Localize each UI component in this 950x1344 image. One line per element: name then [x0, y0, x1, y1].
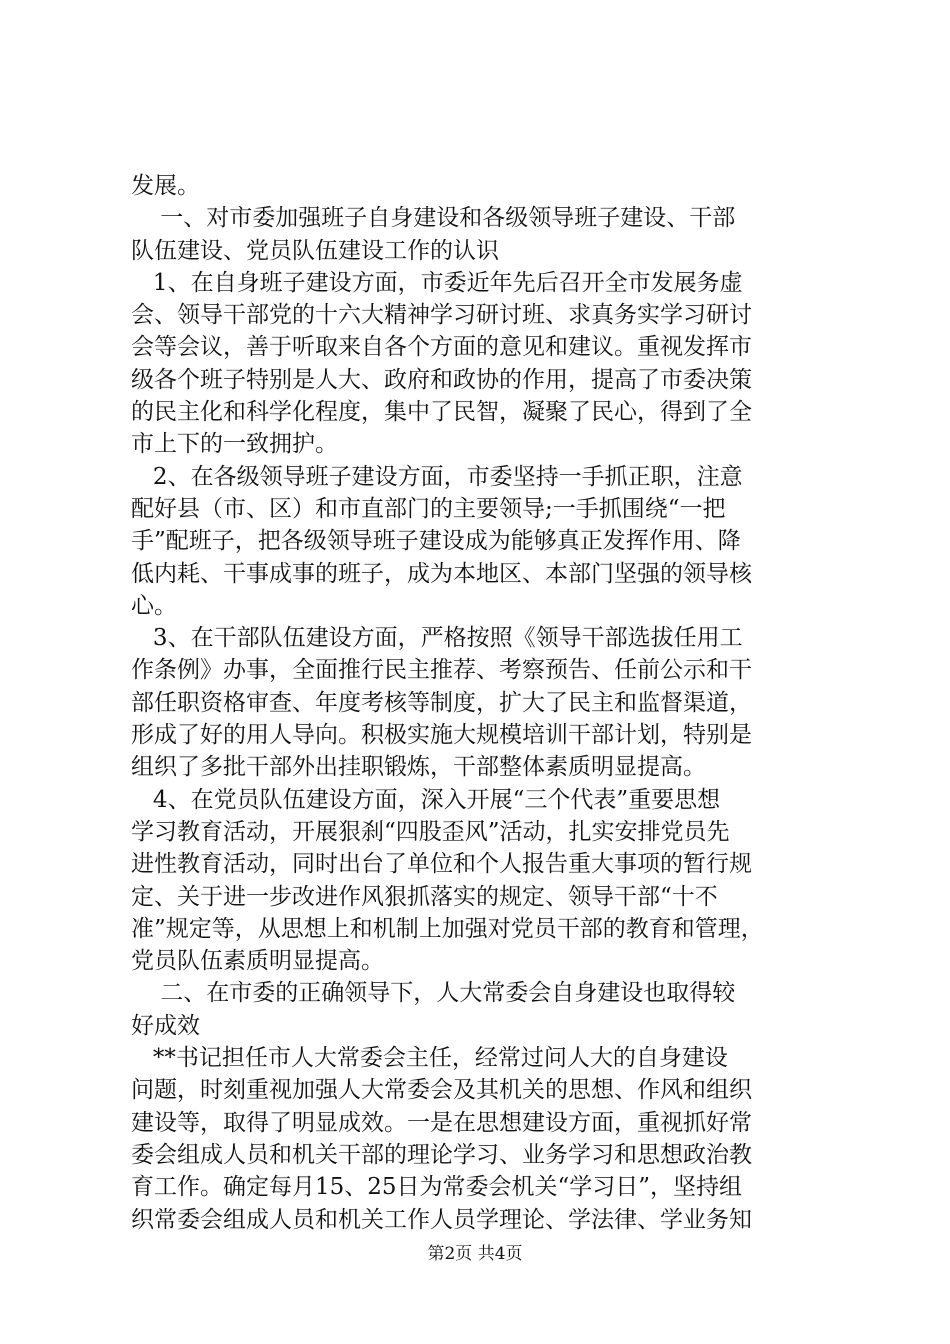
- text-line: 建设等，取得了明显成效。一是在思想建设方面，重视抓好常: [131, 1109, 752, 1136]
- text-line: 市上下的一致拥护。: [131, 431, 338, 458]
- text-line: 3、在干部队伍建设方面，严格按照《领导干部选拔任用工: [131, 625, 743, 652]
- text-line: 一、对市委加强班子自身建设和各级领导班子建设、干部: [131, 205, 736, 232]
- text-line: 2、在各级领导班子建设方面，市委坚持一手抓正职，注意: [131, 463, 743, 490]
- text-line: 4、在党员队伍建设方面，深入开展“三个代表”重要思想: [131, 786, 721, 813]
- text-line: 形成了好的用人导向。积极实施大规模培训干部计划，特别是: [131, 722, 752, 749]
- text-line: 织常委会组成人员和机关工作人员学理论、学法律、学业务知: [131, 1206, 752, 1233]
- text-line: 定、关于进一步改进作风狠抓落实的规定、领导干部“十不: [131, 883, 718, 910]
- text-line: 心。: [131, 592, 177, 619]
- text-line: 二、在市委的正确领导下，人大常委会自身建设也取得较: [131, 980, 736, 1007]
- text-line: 1、在自身班子建设方面，市委近年先后召开全市发展务虚: [131, 269, 743, 296]
- text-line: 育工作。确定每月15、25日为常委会机关“学习日”，坚持组: [131, 1174, 743, 1201]
- text-line: 作条例》办事，全面推行民主推荐、考察预告、任前公示和干: [131, 657, 752, 684]
- text-line: 组织了多批干部外出挂职锻炼，干部整体素质明显提高。: [131, 754, 706, 781]
- text-line: 学习教育活动，开展狠刹“四股歪风”活动，扎实安排党员先: [131, 818, 730, 845]
- document-body: [131, 170, 831, 1236]
- text-line: 队伍建设、党员队伍建设工作的认识: [131, 237, 499, 264]
- page-footer: 第2页 共4页: [427, 1244, 523, 1264]
- text-line: 会、领导干部党的十六大精神学习研讨班、求真务实学习研讨: [131, 302, 752, 329]
- text-line: 配好县（市、区）和市直部门的主要领导;一手抓围绕“一把: [131, 495, 726, 522]
- text-line: 的民主化和科学化程度，集中了民智，凝聚了民心，得到了全: [131, 399, 752, 426]
- text-line: 委会组成人员和机关干部的理论学习、业务学习和思想政治教: [131, 1141, 752, 1168]
- text-line: 准”规定等，从思想上和机制上加强对党员干部的教育和管理，: [131, 915, 764, 942]
- text-line: 低内耗、干事成事的班子，成为本地区、本部门坚强的领导核: [131, 560, 752, 587]
- text-line: 党员队伍素质明显提高。: [131, 948, 384, 975]
- text-line: 部任职资格审查、年度考核等制度，扩大了民主和监督渠道，: [131, 689, 752, 716]
- text-line: 会等会议，善于听取来自各个方面的意见和建议。重视发挥市: [131, 334, 752, 361]
- text-line: 级各个班子特别是人大、政府和政协的作用，提高了市委决策: [131, 366, 752, 393]
- text-line: 问题，时刻重视加强人大常委会及其机关的思想、作风和组织: [131, 1077, 752, 1104]
- text-line: 好成效: [131, 1012, 200, 1039]
- text-line: 手”配班子，把各级领导班子建设成为能够真正发挥作用、降: [131, 528, 741, 555]
- text-line: 发展。: [131, 173, 200, 199]
- text-line: **书记担任市人大常委会主任，经常过问人大的自身建设: [131, 1045, 728, 1072]
- text-line: 进性教育活动，同时出台了单位和个人报告重大事项的暂行规: [131, 851, 752, 878]
